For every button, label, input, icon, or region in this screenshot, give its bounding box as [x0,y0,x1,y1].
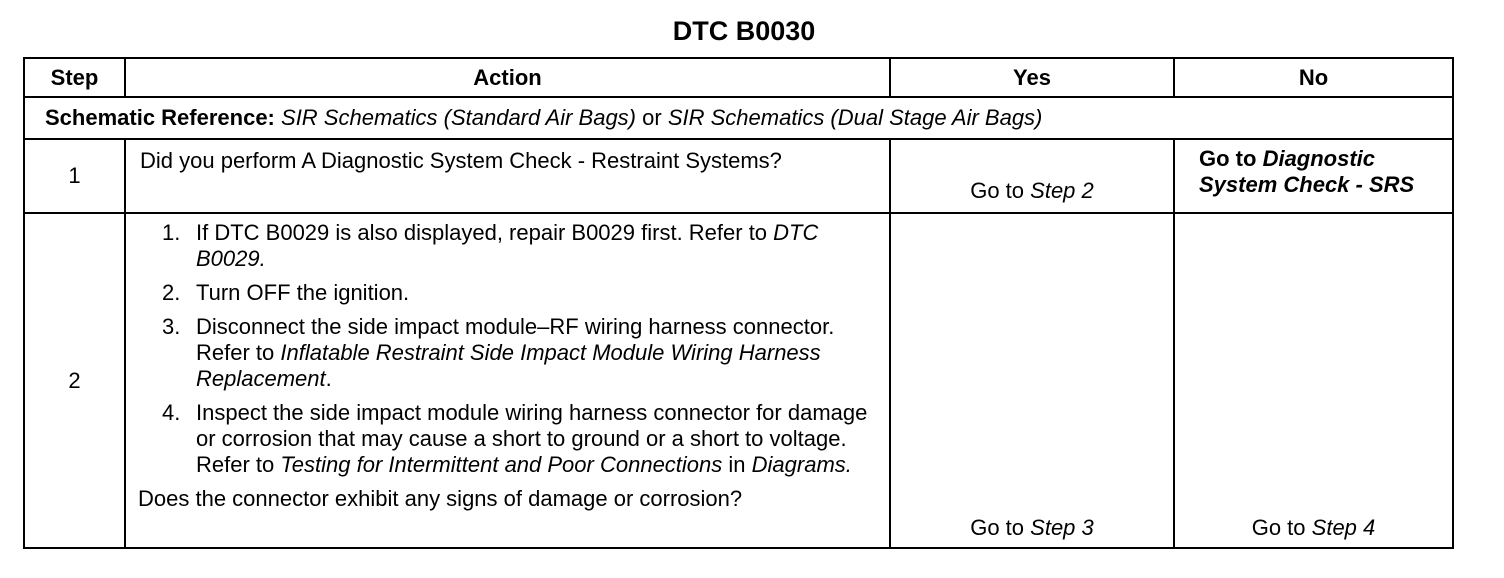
list-text [196,314,889,392]
list-number: 1. [162,220,181,245]
yes-link-step-2[interactable]: Step 2 [1030,178,1094,203]
list-text [196,220,889,272]
item-suffix: . [325,366,332,391]
yes-link-step-3[interactable]: Step 3 [1030,515,1094,540]
list-item [162,314,889,392]
yes-cell [890,213,1174,548]
item-text: Inspect the side impact module wiring harness connector for damage or corrosion that may cause a short to ground or a short to voltage. Refer to [196,400,868,477]
step-action: Did you perform A Diagnostic System Check - Restraint Systems? [125,139,890,213]
link-testing-intermittent[interactable]: Testing for Intermittent and Poor Connections [280,452,723,477]
page-title: DTC B0030 [672,16,816,46]
schematic-label: Schematic Reference: [45,105,275,130]
list-number: 4. [162,400,181,425]
no-link-diagnostic-system-check[interactable]: Diagnostic System Check - SRS [1199,146,1415,197]
step-action [125,213,890,548]
list-item [162,220,889,272]
schematic-or: or [642,105,662,130]
list-item [162,280,889,306]
step-number: 2 [24,213,125,548]
yes-cell [890,139,1174,213]
item-text: Disconnect the side impact module–RF wiring harness connector. Refer to [196,314,835,365]
item-text: If DTC B0029 is also displayed, repair B0029 first. Refer to [196,220,768,245]
diagnostic-table [23,57,1454,549]
link-diagrams[interactable]: Diagrams [751,452,846,477]
no-prefix: Go to [1199,146,1257,171]
header-yes: Yes [890,58,1174,97]
yes-prefix: Go to [970,178,1025,203]
item-suffix: in [722,452,746,477]
item-suffix: . [259,246,266,271]
list-number: 3. [162,314,181,339]
step-question: Does the connector exhibit any signs of damage or corrosion? [138,486,743,511]
table-row [24,213,1453,548]
no-link-step-4[interactable]: Step 4 [1311,515,1376,540]
header-step: Step [24,58,125,97]
action-list [126,220,889,478]
schematic-link-standard[interactable]: SIR Schematics (Standard Air Bags) [281,105,637,130]
link-side-impact-module[interactable]: Inflatable Restraint Side Impact Module Wiring Harness Replacement [196,340,821,391]
list-number: 2. [162,280,181,305]
header-action: Action [125,58,890,97]
no-cell [1174,213,1453,548]
header-no: No [1174,58,1453,97]
schematic-reference-row [24,97,1453,139]
item-text: Turn OFF the ignition. [196,280,410,305]
step-number: 1 [24,139,125,213]
schematic-reference [24,97,1453,139]
list-item [162,400,889,478]
table-row [24,139,1453,213]
header-row [24,58,1453,97]
list-text [196,400,889,478]
link-dtc-b0029[interactable]: DTC B0029 [196,220,819,271]
yes-prefix: Go to [970,515,1025,540]
item-suffix: . [845,452,852,477]
no-cell [1174,139,1453,213]
schematic-link-dual[interactable]: SIR Schematics (Dual Stage Air Bags) [667,105,1043,130]
no-prefix: Go to [1251,515,1306,540]
